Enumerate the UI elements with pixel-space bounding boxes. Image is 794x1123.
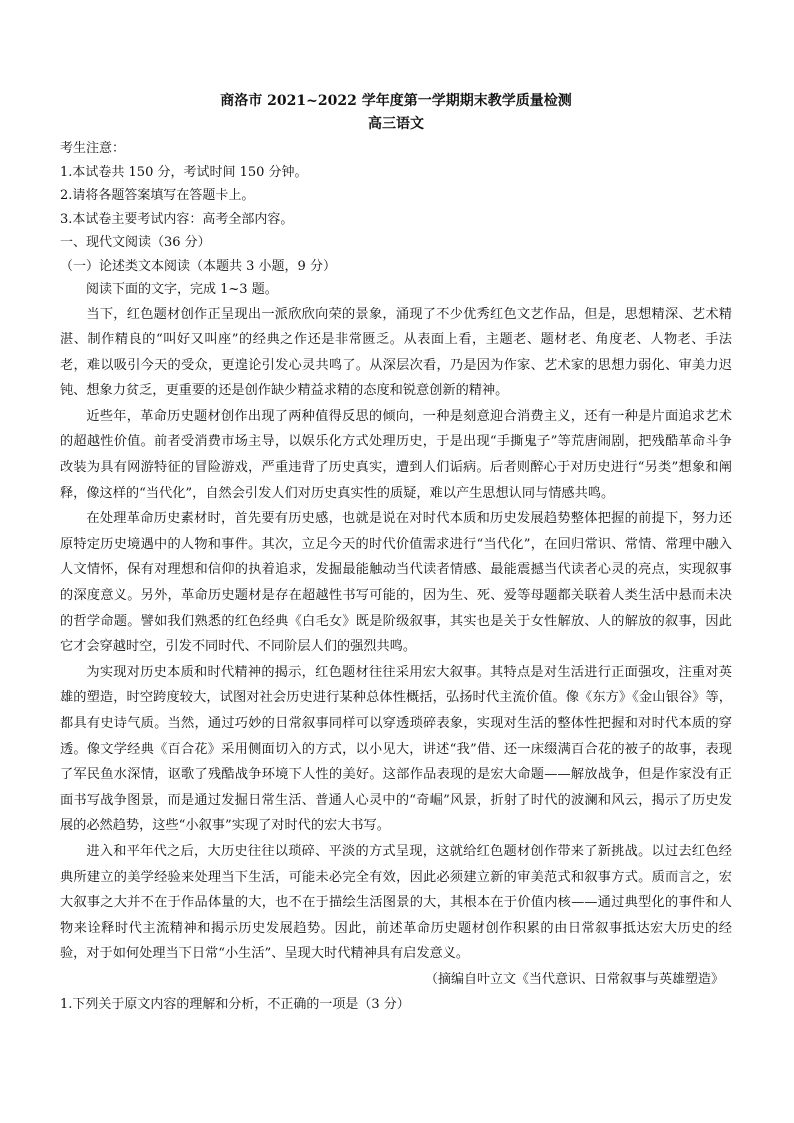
exam-title: 商洛市 2021~2022 学年度第一学期期末教学质量检测 (220, 93, 572, 109)
article-paragraph: 近些年，革命历史题材创作出现了两种值得反思的倾向，一种是刻意迎合消费主义，还有一种是片面追求艺术的超越性价值。前者受消费市场主导，以娱乐化方式处理历史，于是出现“手撕鬼子”等荒唐闹剧，把残酷革命斗争改装为具有网游特征的冒险游戏，严重违背了历史真实，遭到人们诟病。后者则醉心于对历史进行“另类”想象和阐释，像这样的“当代化”，自然会引发人们对历史真实性的质疑，难以产生思想认同与情感共鸣。 (60, 408, 732, 501)
notice-item: 3.本试卷主要考试内容：高考全部内容。 (60, 211, 294, 227)
notice-item: 1.本试卷共 150 分，考试时间 150 分钟。 (60, 164, 308, 180)
article-body (60, 302, 732, 992)
article-paragraph: 在处理革命历史素材时，首先要有历史感，也就是说在对时代本质和历史发展趋势整体把握的前提下，努力还原特定历史境遇中的人物和事件。其次，立足今天的时代价值需求进行“当代化”，在回归常识、常情、常理中融入人文情怀，保有对理想和信仰的执着追求，发掘最能触动当代读者情感、最能震撼当代读者心灵的亮点，实现叙事的深度意义。另外，革命历史题材是存在超越性书写可能的，因为生、死、爱等母题都关联着人类生活中悬而未决的哲学命题。譬如我们熟悉的红色经典《白毛女》既是阶级叙事，其实也是关于女性解放、人的解放的叙事，因此它才会穿越时空，引发不同时代、不同阶层人们的强烈共鸣。 (60, 511, 732, 655)
exam-subject: 高三语文 (368, 116, 424, 132)
section-heading: 一、现代文阅读（36 分） (60, 235, 211, 250)
article-paragraph: 为实现对历史本质和时代精神的揭示，红色题材往往采用宏大叙事。其特点是对生活进行正面强攻，注重对英雄的塑造，时空跨度较大，试图对社会历史进行某种总体性概括，弘扬时代主流价值。像《东方》《金山银谷》等，都具有史诗气质。当然，通过巧妙的日常叙事同样可以穿透琐碎表象，实现对生活的整体性把握和对时代本质的穿透。像文学经典《百合花》采用侧面切入的方式，以小见大，讲述“我”借、还一床缀满百合花的被子的故事，表现了军民鱼水深情，讴歌了残酷战争环境下人性的美好。这部作品表现的是宏大命题——解放战争，但是作家没有正面书写战争图景，而是通过发掘日常生活、普通人心灵中的“奇崛”风景，折射了时代的波澜和风云，揭示了历史发展的必然趋势，这些“小叙事”实现了对时代的宏大书写。 (60, 664, 732, 834)
exam-page (60, 92, 732, 1017)
article-paragraph: 进入和平年代之后，大历史往往以琐碎、平淡的方式呈现，这就给红色题材创作带来了新挑战。以过去红色经典所建立的美学经验来处理当下生活，可能未必完全有效，因此必须建立新的审美范式和叙事方式。质而言之，宏大叙事之大并不在于作品体量的大，也不在于描绘生活图景的大，其根本在于价值内核——通过典型化的事件和人物来诠释时代主流精神和揭示历史发展趋势。因此，前述革命历史题材创作积累的由日常叙事抵达宏大历史的经验，对于如何处理当下日常“小生活”、呈现大时代精神具有启发意义。 (60, 843, 732, 962)
section-subheading: （一）论述类文本阅读（本题共 3 小题，9 分） (60, 258, 336, 274)
candidate-notice (60, 137, 732, 231)
article-source: （摘编自叶立文《当代意识、日常叙事与英雄塑造》 (424, 971, 724, 987)
question-1: 1.下列关于原文内容的理解和分析，不正确的一项是（3 分） (60, 996, 410, 1012)
notice-heading: 考生注意： (60, 141, 126, 156)
notice-item: 2.请将各题答案填写在答题卡上。 (60, 188, 255, 203)
reading-instruction: 阅读下面的文字，完成 1~3 题。 (86, 282, 278, 297)
article-paragraph: 当下，红色题材创作正呈现出一派欣欣向荣的景象，涌现了不少优秀红色文艺作品，但是，思想精深、艺术精湛、制作精良的“叫好又叫座”的经典之作还是非常匮乏。从表面上看，主题老、题材老、角度老、人物老、手法老，难以吸引今天的受众，更遑论引发心灵共鸣了。从深层次看，乃是因为作家、艺术家的思想力弱化、审美力迟钝、想象力贫乏，更重要的还是创作缺少精益求精的态度和锐意创新的精神。 (60, 306, 732, 399)
section-one (60, 231, 732, 302)
